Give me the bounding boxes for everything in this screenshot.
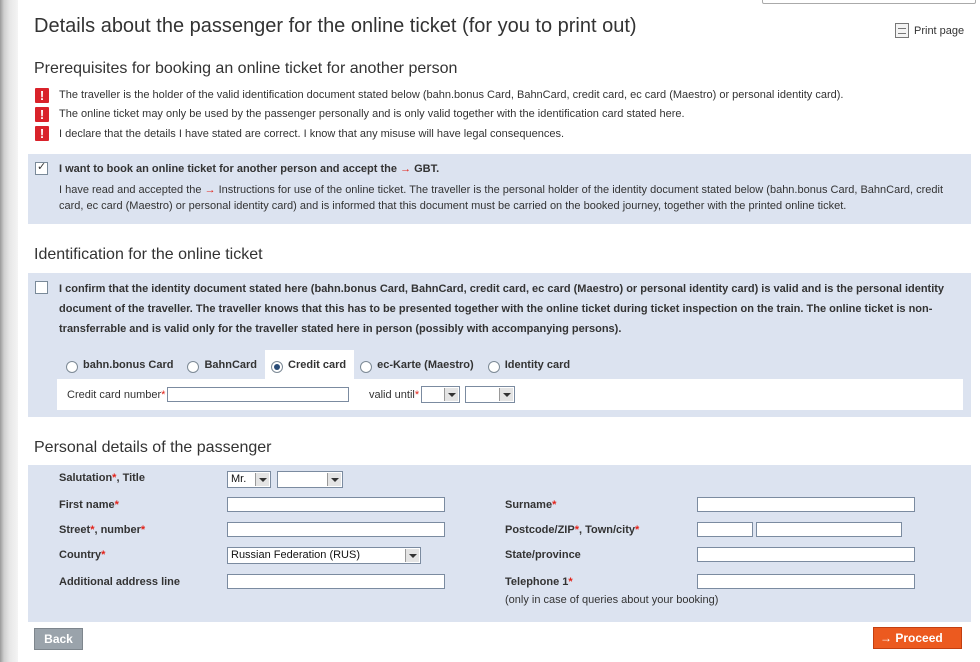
chevron-down-icon xyxy=(405,549,419,562)
instructions-link[interactable]: Instructions for use of the online ticket. xyxy=(218,184,407,196)
salutation-select[interactable] xyxy=(227,471,271,488)
warning-text-1: The traveller is the holder of the valid identification document stated below (bahn.bonus Card, BahnCard, credit card, ec card (Maestro) or personal identity card). xyxy=(59,89,844,101)
number-label-text: , number xyxy=(94,524,141,536)
street-label-text: Street xyxy=(59,524,91,536)
telephone-note: (only in case of queries about your booking) xyxy=(505,594,719,606)
proceed-label: Proceed xyxy=(895,631,943,645)
town-input[interactable] xyxy=(756,522,902,537)
proceed-button[interactable] xyxy=(873,627,962,649)
warning-text-3: I declare that the details I have stated are correct. I know that any misuse will have legal consequences. xyxy=(59,128,565,140)
required-marker: * xyxy=(568,576,573,588)
tab-label: bahn.bonus Card xyxy=(83,359,174,371)
accept-label-text: I want to book an online ticket for another person and accept the xyxy=(59,163,397,175)
tab-label: Identity card xyxy=(504,359,571,371)
print-icon xyxy=(895,23,909,38)
postcode-input[interactable] xyxy=(697,522,753,537)
accept-desc-pre: I have read and accepted the xyxy=(59,184,202,196)
cc-number-input[interactable] xyxy=(167,387,349,402)
chevron-down-icon xyxy=(444,388,458,401)
required-marker: * xyxy=(101,549,106,561)
first-name-input[interactable] xyxy=(227,497,445,512)
telephone-input[interactable] xyxy=(697,574,915,589)
accept-label xyxy=(59,163,439,175)
personal-heading: Personal details of the passenger xyxy=(34,439,272,456)
required-marker: * xyxy=(414,389,420,401)
chevron-down-icon xyxy=(255,473,269,486)
street-label xyxy=(59,524,145,536)
town-label-text: , Town/city xyxy=(578,524,635,536)
required-marker: * xyxy=(552,499,557,511)
cc-number-label-text: Credit card number xyxy=(67,389,162,401)
warning-text-2: The online ticket may only be used by the passenger personally and is only valid together with the identification card stated here. xyxy=(59,108,685,120)
window-left-edge xyxy=(0,0,18,662)
valid-until-label-text: valid until xyxy=(369,389,415,401)
prerequisites-heading: Prerequisites for booking an online ticket for another person xyxy=(34,60,458,77)
radio-identity-card[interactable] xyxy=(488,361,500,373)
surname-label xyxy=(505,499,556,511)
surname-input[interactable] xyxy=(697,497,915,512)
print-page-link[interactable] xyxy=(895,23,964,38)
first-name-label xyxy=(59,499,119,511)
valid-month-select[interactable] xyxy=(421,386,460,403)
title-label-text: , Title xyxy=(116,472,145,484)
arrow-right-icon: → xyxy=(880,631,892,645)
tab-identity-card[interactable] xyxy=(482,350,578,380)
valid-year-select[interactable] xyxy=(465,386,515,403)
radio-credit-card[interactable] xyxy=(271,361,283,373)
telephone-label xyxy=(505,576,573,588)
additional-address-label: Additional address line xyxy=(59,576,181,588)
surname-label-text: Surname xyxy=(505,499,553,511)
tab-label: ec-Karte (Maestro) xyxy=(377,359,474,371)
back-button[interactable]: Back xyxy=(34,628,83,650)
salutation-value: Mr. xyxy=(231,473,247,485)
tab-label: Credit card xyxy=(288,359,347,371)
required-marker: * xyxy=(574,524,579,536)
required-marker: * xyxy=(140,524,146,536)
required-marker: * xyxy=(90,524,95,536)
street-input[interactable] xyxy=(227,522,445,537)
arrow-right-icon: → xyxy=(400,163,412,175)
valid-until-label xyxy=(369,389,419,401)
chevron-down-icon xyxy=(499,388,513,401)
salutation-label-text: Salutation xyxy=(59,472,113,484)
first-name-label-text: First name xyxy=(59,499,115,511)
title-select[interactable] xyxy=(277,471,343,488)
postcode-label xyxy=(505,524,639,536)
identification-heading: Identification for the online ticket xyxy=(34,246,263,263)
chevron-down-icon xyxy=(327,473,341,486)
cc-number-label xyxy=(67,389,165,401)
page-title: Details about the passenger for the online ticket (for you to print out) xyxy=(34,15,637,37)
country-label-text: Country xyxy=(59,549,102,561)
arrow-right-icon: → xyxy=(204,184,216,196)
state-label: State/province xyxy=(505,549,581,561)
confirm-identity-text: I confirm that the identity document stated here (bahn.bonus Card, BahnCard, credit card, ec card (Maestro) or personal identity card) is valid and is the personal identity document of the traveller. The traveller knows that this has to be presented together with the online ticket during ticket inspection on the train. The online ticket is non-transferrable and is valid only for the traveller stated here in person (possibly with accompanying persons). xyxy=(59,283,945,335)
required-marker: * xyxy=(114,499,119,511)
tab-label: BahnCard xyxy=(204,359,258,371)
radio-ec-karte[interactable] xyxy=(360,361,372,373)
state-input[interactable] xyxy=(697,547,915,562)
additional-address-input[interactable] xyxy=(227,574,445,589)
tab-credit-card[interactable] xyxy=(265,350,354,380)
country-select[interactable] xyxy=(227,547,421,564)
required-marker: * xyxy=(112,472,117,484)
warning-icon: ! xyxy=(35,126,49,141)
top-search-input[interactable] xyxy=(762,0,976,4)
salutation-label xyxy=(59,472,145,484)
tab-bahncard[interactable] xyxy=(181,350,265,380)
document-type-tabs xyxy=(60,350,578,380)
accept-desc-post: The traveller is the personal holder of the identity document stated below (bahn.bonus Card, BahnCard, credit card, ec card (Maestro) or personal identity card) and is informed that this document must be carried on the booked journey, together with the printed online ticket. xyxy=(59,184,944,212)
gbt-link[interactable]: GBT. xyxy=(414,163,440,175)
telephone-label-text: Telephone 1 xyxy=(505,576,569,588)
country-label xyxy=(59,549,105,561)
required-marker: * xyxy=(635,524,640,536)
personal-panel xyxy=(28,465,971,622)
warning-icon: ! xyxy=(35,88,49,103)
radio-bahncard[interactable] xyxy=(187,361,199,373)
required-marker: * xyxy=(161,389,166,401)
accept-checkbox[interactable] xyxy=(35,162,48,175)
tab-ec-karte[interactable] xyxy=(354,350,482,380)
country-value: Russian Federation (RUS) xyxy=(231,549,360,561)
radio-bahn-bonus-card[interactable] xyxy=(66,361,78,373)
warning-icon: ! xyxy=(35,107,49,122)
tab-bahn-bonus-card[interactable] xyxy=(60,350,181,380)
postcode-label-text: Postcode/ZIP xyxy=(505,524,575,536)
confirm-identity-checkbox[interactable] xyxy=(35,281,48,294)
print-page-label: Print page xyxy=(914,24,965,37)
accept-description xyxy=(59,182,964,214)
